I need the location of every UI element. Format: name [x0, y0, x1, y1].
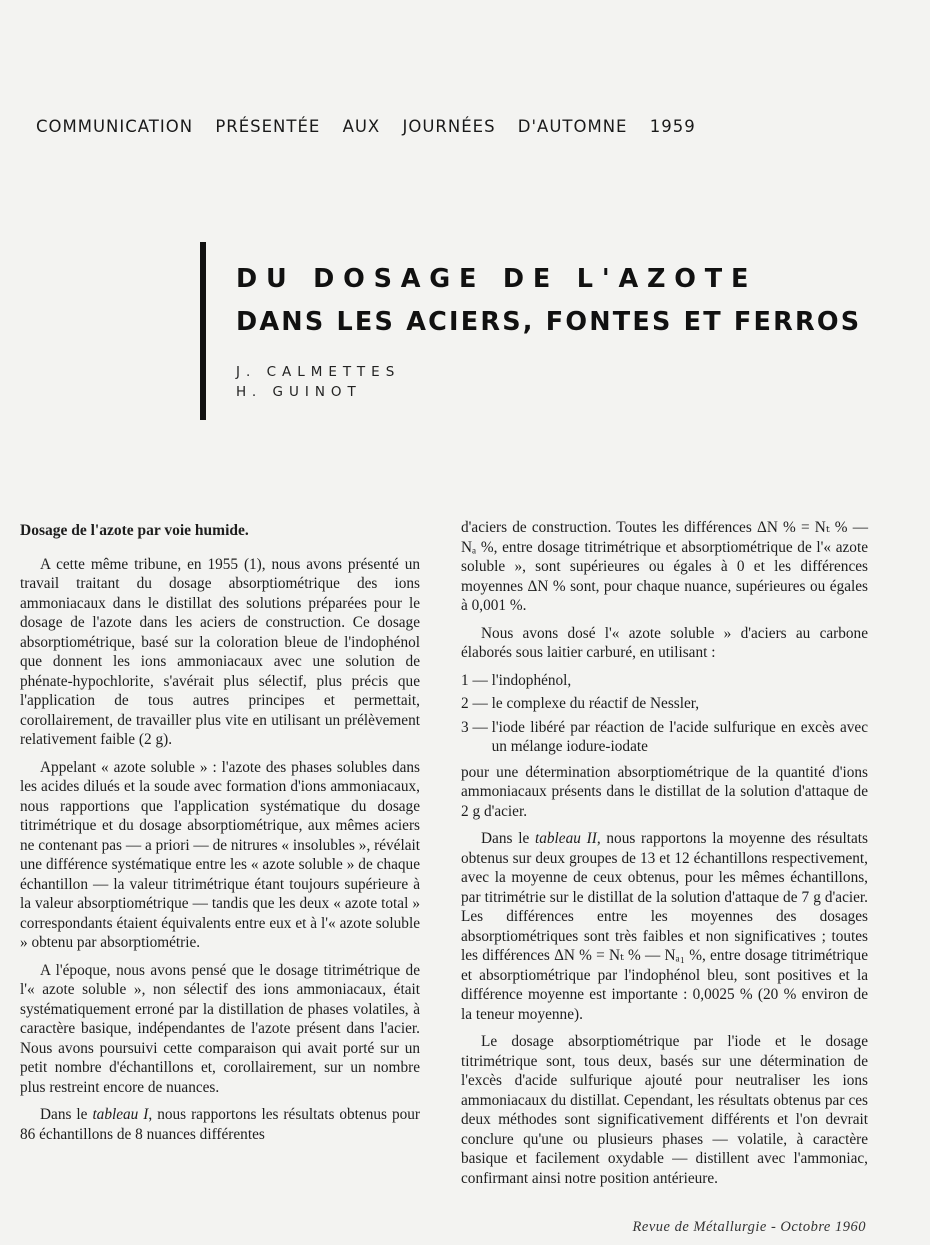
text-run: , nous rapportons la moyenne des résultats obtenus sur deux groupes de 13 et 12 échantillons respectivement, avec la moyenne de ceux obtenus, pour les mêmes échantillons, par titrimétrie sur le distillat de la solution d'attaque de 7 g d'acier. Les différences entre les moyennes des dosages absorptiométriques sont très faibles et non significatives ; toutes les différences ΔN % = Nₜ % — Nₐ₁ %, entre dosage titrimétrique et absorptiométrique par l'indophénol bleu, sont positives et la différence moyenne est importante : 0,0025 % (20 % environ de la teneur moyenne).	[461, 830, 868, 1023]
right-column	[461, 518, 868, 1196]
paragraph-continued: d'aciers de construction. Toutes les différences ΔN % = Nₜ % — Nₐ %, entre dosage titrimétrique et absorptiométrique de l'« azote soluble », sont supérieures ou égales à 0 et les différences moyennes ΔN % sont, pour chaque nuance, supérieures ou égales à 0,001 %.	[461, 519, 868, 614]
paragraph	[20, 1105, 420, 1144]
table-reference: tableau I	[92, 1106, 149, 1123]
paragraph: A l'époque, nous avons pensé que le dosage titrimétrique de l'« azote soluble », non sélectif des ions ammoniacaux, était systématiquement erroné par la distillation de phases volatiles, à caractère basique, indépendantes de l'azote présent dans l'acier. Nous avons poursuivi cette comparaison qui avait porté sur un petit nombre d'échantillons et, corollairement, sur un nombre plus restreint encore de nuances.	[20, 961, 420, 1096]
paragraph: Le dosage absorptiométrique par l'iode et le dosage titrimétrique sont, tous deux, basés sur une détermination de l'excès d'acide sulfurique ajouté pour neutraliser les ions ammoniacaux du distillat. Cependant, les résultats obtenus par ces deux méthodes sont significativement différents et l'on devrait conclure qu'une ou plusieurs phases — volatile, à caractère basique et facilement oxydable — distillent avec l'ammoniac, confirmant ainsi notre position antérieure.	[461, 1033, 868, 1187]
list-number: 1 —	[461, 671, 492, 689]
list-text: le complexe du réactif de Nessler,	[491, 695, 700, 712]
list-number: 2 —	[461, 695, 492, 712]
list-item	[461, 718, 868, 757]
title-line-1: DU DOSAGE DE L'AZOTE	[236, 264, 758, 294]
list-item	[461, 694, 868, 714]
journal-footer: Revue de Métallurgie - Octobre 1960	[632, 1219, 866, 1235]
paragraph: pour une détermination absorptiométrique de la quantité d'ions ammoniacaux présents dans le distillat de la solution d'attaque de 2 g d'acier.	[461, 763, 868, 820]
title-line-2: DANS LES ACIERS, FONTES ET FERROS	[236, 307, 862, 337]
authors	[236, 362, 400, 402]
running-header: COMMUNICATION PRÉSENTÉE AUX JOURNÉES D'AUTOMNE 1959	[36, 117, 696, 136]
article-title	[236, 258, 861, 344]
author-1: J. CALMETTES	[236, 364, 401, 380]
method-list	[461, 671, 868, 757]
list-text: l'indophénol,	[491, 671, 572, 689]
paragraph: A cette même tribune, en 1955 (1), nous avons présenté un travail traitant du dosage absorptiométrique des ions ammoniacaux dans le distillat des solutions préparées pour le dosage de l'azote dans les aciers de construction. Ce dosage absorptiométrique, basé sur la coloration bleue de l'indophénol que donnent les ions ammoniacaux avec une solution de phénate-hypochlorite, s'avérait plus sélectif, plus précis que l'application de tous autres principes et permettait, corollairement, de travailler plus vite en utilisant un prélèvement relativement faible (2 g).	[20, 555, 420, 748]
list-item	[461, 671, 868, 691]
list-number: 3 —	[461, 718, 492, 736]
table-reference: tableau II	[535, 830, 597, 847]
paragraph	[461, 829, 868, 1024]
text-run: Dans le	[40, 1106, 93, 1123]
paragraph: Nous avons dosé l'« azote soluble » d'aciers au carbone élaborés sous laitier carburé, en utilisant :	[461, 624, 868, 661]
title-rule	[200, 242, 206, 420]
section-heading: Dosage de l'azote par voie humide.	[20, 522, 249, 539]
left-column	[20, 518, 420, 1152]
author-2: H. GUINOT	[236, 384, 362, 400]
paragraph: Appelant « azote soluble » : l'azote des phases solubles dans les acides dilués et la soude avec formation d'ions ammoniacaux, nous rapportions que l'application systématique du dosage titrimétrique et du dosage absorptiométrique, aux mêmes aciers ne contenant pas — a priori — de nitrures « insolubles », révélait une différence systématique entre les « azote soluble » de chaque échantillon — la valeur titrimétrique étant toujours supérieure à la valeur absorptiométrique — tandis que les deux « azote total » correspondants étaient équivalents entre eux et à l'« azote soluble » obtenu par absorptiométrie.	[20, 758, 420, 951]
text-run: , nous rapportons les résultats obtenus pour 86 échantillons de 8 nuances différentes	[20, 1106, 420, 1143]
text-run: Dans le	[481, 830, 535, 847]
list-text: l'iode libéré par réaction de l'acide sulfurique en excès avec un mélange iodure-iodate	[491, 718, 868, 755]
